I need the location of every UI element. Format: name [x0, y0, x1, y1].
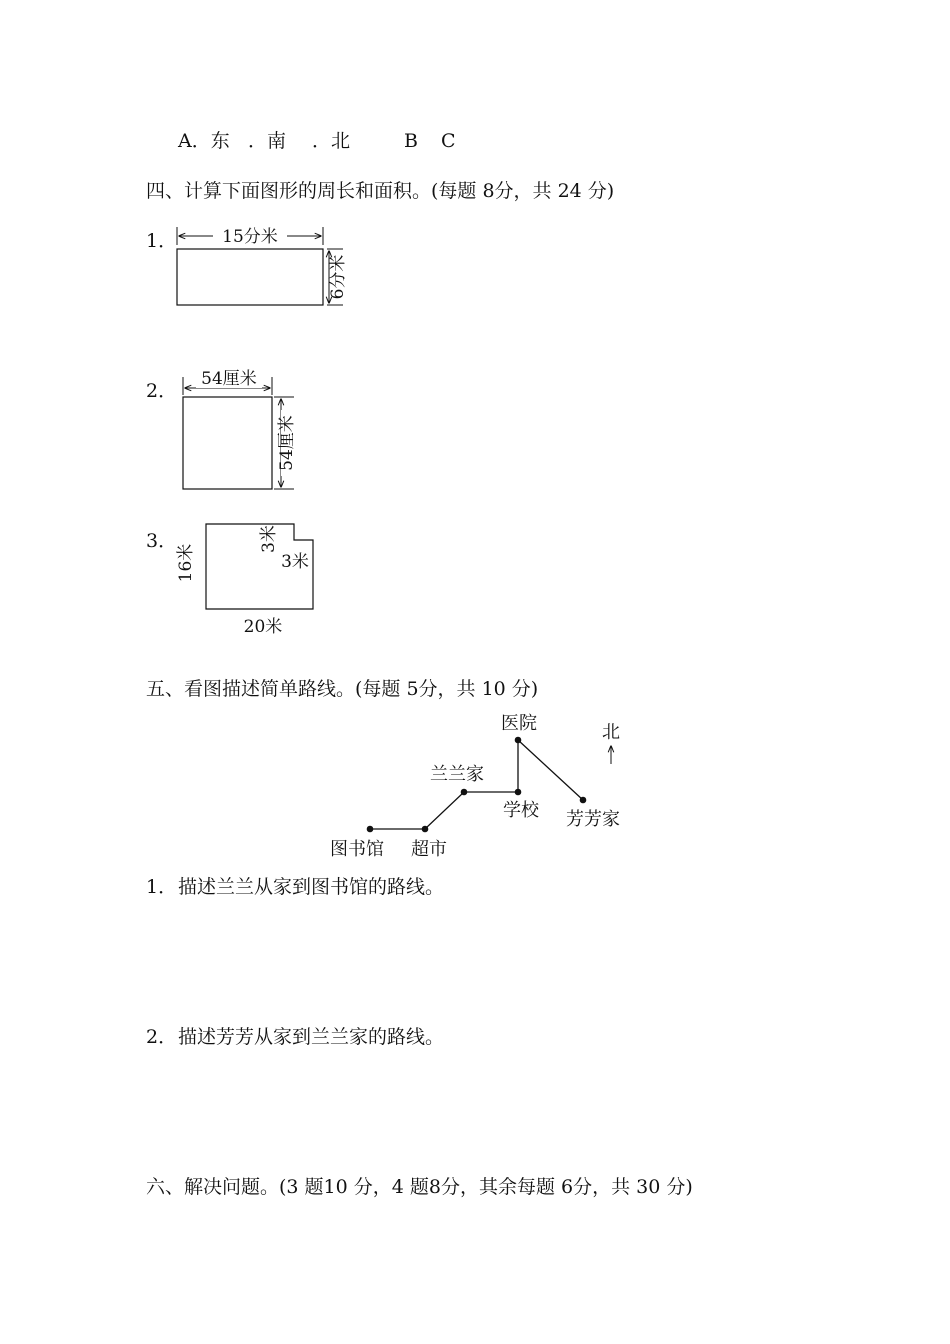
north-label: 北 — [602, 722, 620, 743]
shape-3-left-label: 16米 — [176, 543, 196, 583]
rect-1-shape — [177, 249, 323, 305]
square-2-height-label: 54厘米 — [277, 415, 297, 471]
rect-1-height-label: 6分米 — [328, 254, 348, 300]
figure-1-rectangle — [177, 227, 348, 305]
choice-c: C — [441, 130, 456, 152]
supermarket-label: 超市 — [411, 839, 447, 860]
shape-3-notch-vertical-label: 3米 — [259, 525, 279, 553]
item-1-number: 1． — [146, 230, 178, 252]
choice-dot-south: ．南 — [248, 130, 287, 152]
square-2-shape — [183, 397, 272, 489]
lanlan-home-label: 兰兰家 — [430, 764, 484, 785]
fangfang-home-label: 芳芳家 — [566, 809, 620, 830]
hospital-label: 医院 — [501, 713, 537, 734]
item-2-number: 2． — [146, 380, 178, 402]
lanlan-home-dot — [461, 789, 468, 796]
choice-b: B — [404, 130, 418, 152]
school-label: 学校 — [503, 800, 539, 821]
question-1-number: 1． — [146, 876, 178, 898]
section4-heading: 四、计算下面图形的周长和面积。(每题 8分，共 24 分) — [146, 180, 615, 202]
question-2-text: 描述芳芳从家到兰兰家的路线。 — [178, 1026, 445, 1048]
hospital-dot — [515, 737, 522, 744]
rect-1-width-label: 15分米 — [222, 227, 278, 247]
choice-dot-north: ．北 — [312, 130, 351, 152]
choice-a: A．东 — [178, 130, 230, 152]
question-1-text: 描述兰兰从家到图书馆的路线。 — [178, 876, 445, 898]
figure-3-notched-shape — [176, 524, 313, 637]
school-dot — [515, 789, 522, 796]
question-2-number: 2． — [146, 1026, 178, 1048]
library-label: 图书馆 — [330, 839, 384, 860]
figure-2-square — [183, 368, 299, 489]
shape-3-notch-horizontal-label: 3米 — [281, 552, 309, 572]
section6-heading: 六、解决问题。(3 题10 分，4 题8分，其余每题 6分，共 30 分) — [146, 1176, 693, 1198]
item-3-number: 3． — [146, 530, 178, 552]
shape-3-bottom-label: 20米 — [243, 617, 283, 637]
fangfang-home-dot — [580, 797, 587, 804]
supermarket-dot — [422, 826, 429, 833]
section5-heading: 五、看图描述简单路线。(每题 5分，共 10 分) — [146, 678, 539, 700]
route-map — [330, 713, 620, 860]
square-2-width-label: 54厘米 — [201, 369, 257, 389]
library-dot — [367, 826, 374, 833]
